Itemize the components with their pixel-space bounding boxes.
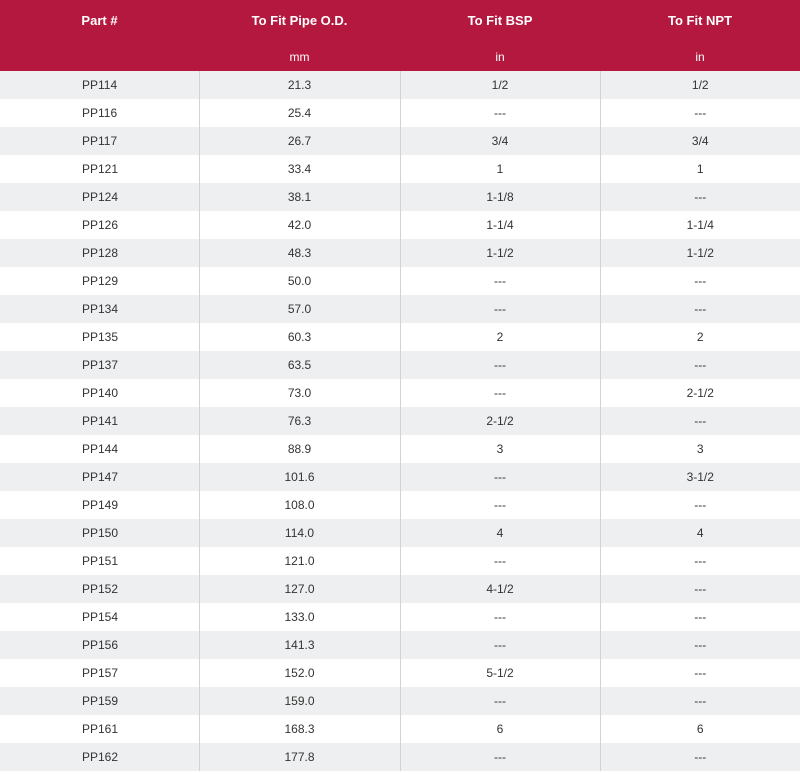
bsp-cell: --- [400,743,600,771]
pipe-od-cell: 63.5 [199,351,400,379]
bsp-cell: --- [400,491,600,519]
header-part-number: Part # [81,13,118,28]
table-row [0,71,800,99]
part-number-cell: PP144 [0,435,199,463]
npt-cell: --- [600,351,800,379]
pipe-od-cell: 73.0 [199,379,400,407]
npt-cell: --- [600,99,800,127]
pipe-od-cell: 25.4 [199,99,400,127]
pipe-od-cell: 21.3 [199,71,400,99]
table-row [0,687,800,715]
bsp-cell: --- [400,295,600,323]
part-number-cell: PP156 [0,631,199,659]
part-number-cell: PP126 [0,211,199,239]
table-row [0,407,800,435]
pipe-od-cell: 88.9 [199,435,400,463]
table-row [0,603,800,631]
npt-cell: --- [600,687,800,715]
header-npt: To Fit NPT [667,13,733,28]
bsp-cell: 1-1/8 [400,183,600,211]
pipe-od-cell: 152.0 [199,659,400,687]
part-number-cell: PP129 [0,267,199,295]
pipe-od-cell: 133.0 [199,603,400,631]
unit-part-number [0,50,199,64]
pipe-od-cell: 121.0 [199,547,400,575]
npt-cell: 2 [600,323,800,351]
part-number-cell: PP137 [0,351,199,379]
pipe-od-cell: 48.3 [199,239,400,267]
table-row [0,379,800,407]
bsp-cell: 1/2 [400,71,600,99]
pipe-od-cell: 114.0 [199,519,400,547]
header-titles-row [0,13,800,28]
parts-table-body [0,71,800,771]
unit-npt: in [695,50,705,64]
unit-pipe-od: mm [289,50,310,64]
bsp-cell: 5-1/2 [400,659,600,687]
npt-cell: 2-1/2 [600,379,800,407]
bsp-cell: 6 [400,715,600,743]
part-number-cell: PP154 [0,603,199,631]
pipe-od-cell: 76.3 [199,407,400,435]
table-row [0,715,800,743]
table-row [0,183,800,211]
part-number-cell: PP135 [0,323,199,351]
npt-cell: 1/2 [600,71,800,99]
part-number-cell: PP157 [0,659,199,687]
table-row [0,239,800,267]
pipe-od-cell: 60.3 [199,323,400,351]
npt-cell: 4 [600,519,800,547]
table-row [0,351,800,379]
part-number-cell: PP116 [0,99,199,127]
bsp-cell: 1 [400,155,600,183]
npt-cell: --- [600,491,800,519]
bsp-cell: 2-1/2 [400,407,600,435]
part-number-cell: PP150 [0,519,199,547]
part-number-cell: PP162 [0,743,199,771]
unit-bsp: in [495,50,505,64]
part-number-cell: PP134 [0,295,199,323]
table-row [0,155,800,183]
part-number-cell: PP128 [0,239,199,267]
pipe-od-cell: 159.0 [199,687,400,715]
bsp-cell: --- [400,379,600,407]
table-row [0,659,800,687]
bsp-cell: 1-1/4 [400,211,600,239]
npt-cell: 1 [600,155,800,183]
npt-cell: --- [600,295,800,323]
pipe-od-cell: 33.4 [199,155,400,183]
table-row [0,463,800,491]
npt-cell: --- [600,575,800,603]
header-units-row [0,50,800,64]
part-number-cell: PP114 [0,71,199,99]
pipe-od-cell: 141.3 [199,631,400,659]
npt-cell: --- [600,743,800,771]
npt-cell: 6 [600,715,800,743]
part-number-cell: PP151 [0,547,199,575]
npt-cell: 3/4 [600,127,800,155]
table-header [0,0,800,71]
bsp-cell: --- [400,463,600,491]
pipe-od-cell: 42.0 [199,211,400,239]
bsp-cell: --- [400,687,600,715]
table-row [0,127,800,155]
pipe-od-cell: 26.7 [199,127,400,155]
bsp-cell: 4-1/2 [400,575,600,603]
table-row [0,519,800,547]
part-number-cell: PP152 [0,575,199,603]
npt-cell: --- [600,183,800,211]
table-row [0,211,800,239]
pipe-od-cell: 101.6 [199,463,400,491]
part-number-cell: PP161 [0,715,199,743]
table-row [0,547,800,575]
table-row [0,491,800,519]
bsp-cell: 1-1/2 [400,239,600,267]
pipe-od-cell: 108.0 [199,491,400,519]
npt-cell: --- [600,631,800,659]
part-number-cell: PP117 [0,127,199,155]
part-number-cell: PP141 [0,407,199,435]
pipe-od-cell: 50.0 [199,267,400,295]
bsp-cell: 3/4 [400,127,600,155]
npt-cell: 1-1/4 [600,211,800,239]
npt-cell: 3-1/2 [600,463,800,491]
npt-cell: --- [600,603,800,631]
bsp-cell: --- [400,603,600,631]
bsp-cell: --- [400,547,600,575]
pipe-od-cell: 38.1 [199,183,400,211]
table-row [0,435,800,463]
bsp-cell: --- [400,267,600,295]
part-number-cell: PP124 [0,183,199,211]
table-row [0,323,800,351]
parts-table [0,71,800,771]
bsp-cell: --- [400,351,600,379]
table-row [0,743,800,771]
npt-cell: 1-1/2 [600,239,800,267]
part-number-cell: PP121 [0,155,199,183]
part-number-cell: PP140 [0,379,199,407]
npt-cell: --- [600,659,800,687]
table-row [0,575,800,603]
npt-cell: --- [600,547,800,575]
pipe-od-cell: 177.8 [199,743,400,771]
table-row [0,295,800,323]
header-bsp: To Fit BSP [467,13,533,28]
part-number-cell: PP147 [0,463,199,491]
npt-cell: --- [600,267,800,295]
header-pipe-od: To Fit Pipe O.D. [251,13,348,28]
bsp-cell: 2 [400,323,600,351]
pipe-od-cell: 127.0 [199,575,400,603]
bsp-cell: 3 [400,435,600,463]
npt-cell: 3 [600,435,800,463]
pipe-od-cell: 57.0 [199,295,400,323]
bsp-cell: 4 [400,519,600,547]
table-row [0,631,800,659]
table-row [0,267,800,295]
pipe-od-cell: 168.3 [199,715,400,743]
bsp-cell: --- [400,99,600,127]
npt-cell: --- [600,407,800,435]
bsp-cell: --- [400,631,600,659]
part-number-cell: PP159 [0,687,199,715]
table-row [0,99,800,127]
part-number-cell: PP149 [0,491,199,519]
